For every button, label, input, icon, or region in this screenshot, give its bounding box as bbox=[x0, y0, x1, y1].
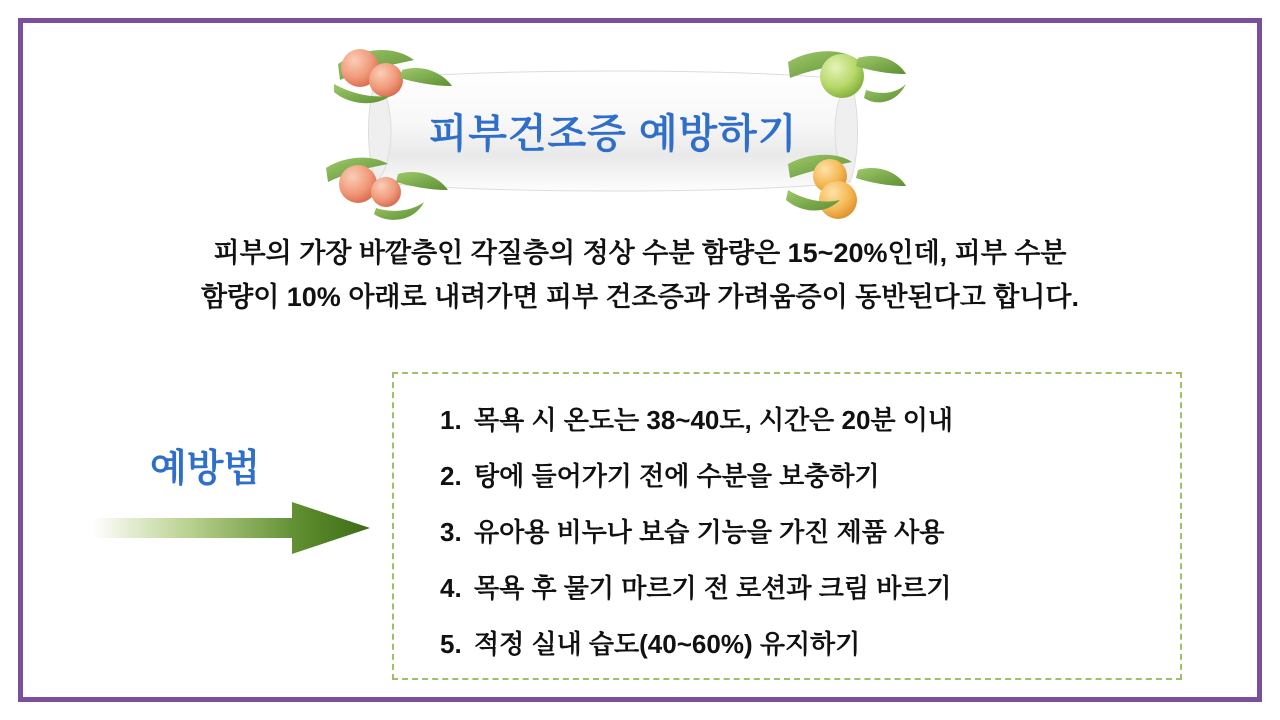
method-label: 예방법 bbox=[150, 448, 261, 490]
green-gradient-arrow-icon bbox=[92, 500, 370, 556]
list-item bbox=[440, 504, 1160, 560]
body-paragraph-line-2: 함량이 10% 아래로 내려가면 피부 건조증과 가려움증이 동반된다고 합니다. bbox=[201, 281, 1079, 312]
list-item-number: 4. bbox=[440, 573, 462, 603]
list-item-label: 탕에 들어가기 전에 수분을 보충하기 bbox=[474, 461, 880, 491]
title-banner bbox=[318, 40, 908, 220]
list-item-number: 1. bbox=[440, 405, 462, 435]
prevention-list bbox=[440, 392, 1160, 672]
page-title: 피부건조증 예방하기 bbox=[428, 111, 798, 156]
list-item-number: 2. bbox=[440, 461, 462, 491]
list-item-label: 목욕 시 온도는 38~40도, 시간은 20분 이내 bbox=[474, 405, 954, 435]
list-item-label: 목욕 후 물기 마르기 전 로션과 크림 바르기 bbox=[474, 573, 952, 603]
list-item-number: 5. bbox=[440, 629, 462, 659]
list-item bbox=[440, 448, 1160, 504]
list-item-label: 적정 실내 습도(40~60%) 유지하기 bbox=[474, 629, 861, 659]
list-item bbox=[440, 392, 1160, 448]
list-item bbox=[440, 616, 1160, 672]
body-paragraph-line-1: 피부의 가장 바깥층인 각질층의 정상 수분 함량은 15~20%인데, 피부 수분 bbox=[213, 238, 1067, 268]
list-item-number: 3. bbox=[440, 517, 462, 547]
body-paragraph bbox=[70, 232, 1210, 319]
list-item-label: 유아용 비누나 보습 기능을 가진 제품 사용 bbox=[474, 517, 945, 547]
list-item bbox=[440, 560, 1160, 616]
